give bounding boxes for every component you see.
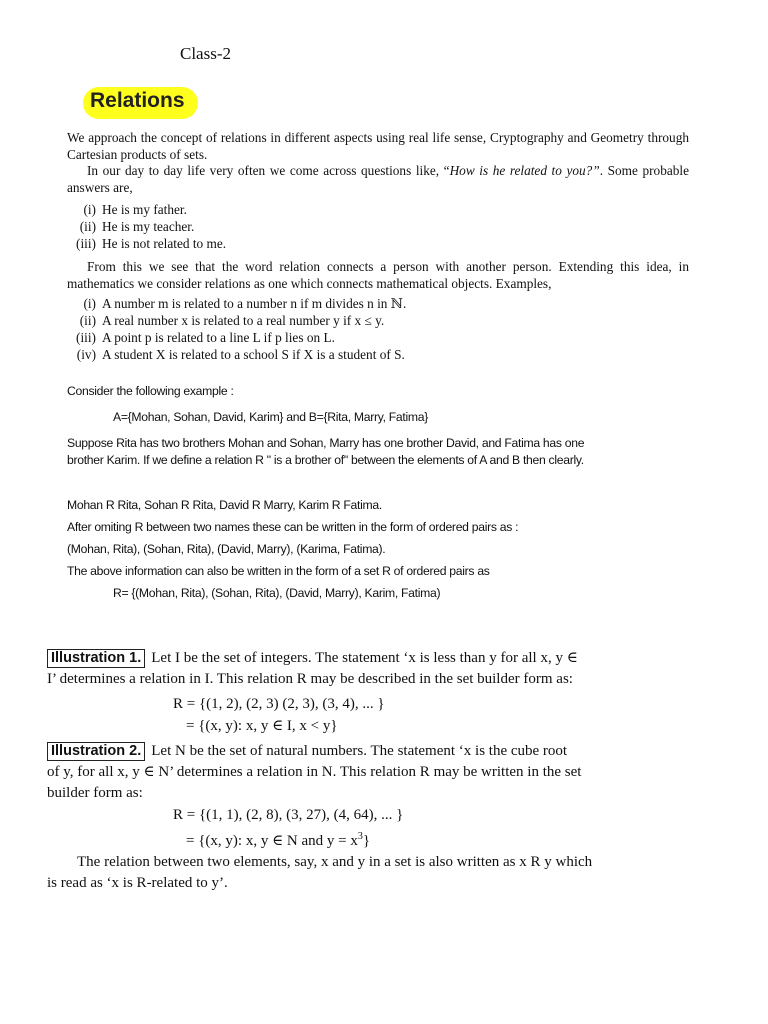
- list-item: (ii) He is my teacher.: [79, 219, 195, 234]
- answers-list: [67, 201, 667, 252]
- intro-p2-question: How is he related to you?”: [449, 163, 600, 178]
- example-suppose: Suppose Rita has two brothers Mohan and Sohan, Marry has one brother David, and Fatima has one brother Karim. If we define a relation R " is a brother of" between the elements of A and B then clearly.: [67, 436, 585, 467]
- illustration-1: [47, 648, 672, 669]
- illustration-2: [47, 741, 672, 762]
- intro-paragraph-2: [67, 162, 689, 196]
- illustration-1-line1: Let I be the set of integers. The statement ‘x is less than y for all x, y ∈: [151, 650, 578, 666]
- closing-line1: The relation between two elements, say, x and y in a set is also written as x R y which: [77, 854, 593, 870]
- example-heading: Consider the following example :: [67, 384, 234, 398]
- examples-list: [67, 295, 667, 363]
- list-item: (iii) He is not related to me.: [76, 236, 227, 251]
- list-item: (ii) A real number x is related to a real number y if x ≤ y.: [79, 313, 385, 328]
- page-title: Relations: [90, 89, 185, 112]
- example-relations: Mohan R Rita, Sohan R Rita, David R Marry, Karim R Fatima.: [67, 498, 382, 512]
- class-label: Class-2: [180, 44, 231, 63]
- illustration-2-formula1: R = {(1, 1), (2, 8), (3, 27), (4, 64), ... }: [173, 807, 404, 823]
- illustration-2-line3: builder form as:: [47, 785, 143, 801]
- illustration-1-formula2: = {(x, y): x, y ∈ I, x < y}: [186, 718, 338, 734]
- intro-p2-end: . Some probable answers are,: [67, 163, 689, 195]
- example-sets: A={Mohan, Sohan, David, Karim} and B={Rita, Marry, Fatima}: [113, 410, 428, 424]
- illustration-1-formula1: R = {(1, 2), (2, 3) (2, 3), (3, 4), ... }: [173, 696, 385, 712]
- example-omit: After omiting R between two names these can be written in the form of ordered pairs as :: [67, 520, 519, 534]
- intro-paragraph-1: We approach the concept of relations in different aspects using real life sense, Cryptography and Geometry through Cartesian products of sets.: [67, 130, 689, 162]
- illustration-2-line2: of y, for all x, y ∈ N’ determines a relation in N. This relation R may be written in the set: [47, 764, 582, 780]
- illustration-2-line1: Let N be the set of natural numbers. The statement ‘x is the cube root: [151, 743, 568, 759]
- intro-p2-start: In our day to day life very often we come across questions like, “: [87, 163, 450, 178]
- illustration-1-label: Illustration 1.: [47, 649, 145, 668]
- list-item: (iii) A point p is related to a line L if p lies on L.: [76, 330, 335, 345]
- closing-line2: is read as ‘x is R-related to y’.: [47, 875, 228, 891]
- illustration-2-formula2: = {(x, y): x, y ∈ N and $y = x^3$}: [186, 831, 371, 849]
- intro-paragraph-3: From this we see that the word relation connects a person with another person. Extending this idea, in mathematics we consider relations as one which connects mathematical objects. Examples,: [67, 259, 689, 291]
- list-item: (iv) A student X is related to a school S if X is a student of S.: [76, 347, 405, 362]
- illustration-1-line2: I’ determines a relation in I. This relation R may be described in the set builder form as:: [47, 671, 573, 687]
- list-item: (i) He is my father.: [83, 202, 187, 217]
- example-pairs: (Mohan, Rita), (Sohan, Rita), (David, Marry), (Karima, Fatima).: [67, 542, 386, 556]
- example-set-r: R= {(Mohan, Rita), (Sohan, Rita), (David, Marry), Karim, Fatima): [113, 586, 441, 600]
- example-above: The above information can also be written in the form of a set R of ordered pairs as: [67, 564, 490, 578]
- list-item: (i) A number m is related to a number n if m divides n in ℕ.: [83, 296, 407, 311]
- illustration-2-label: Illustration 2.: [47, 742, 145, 761]
